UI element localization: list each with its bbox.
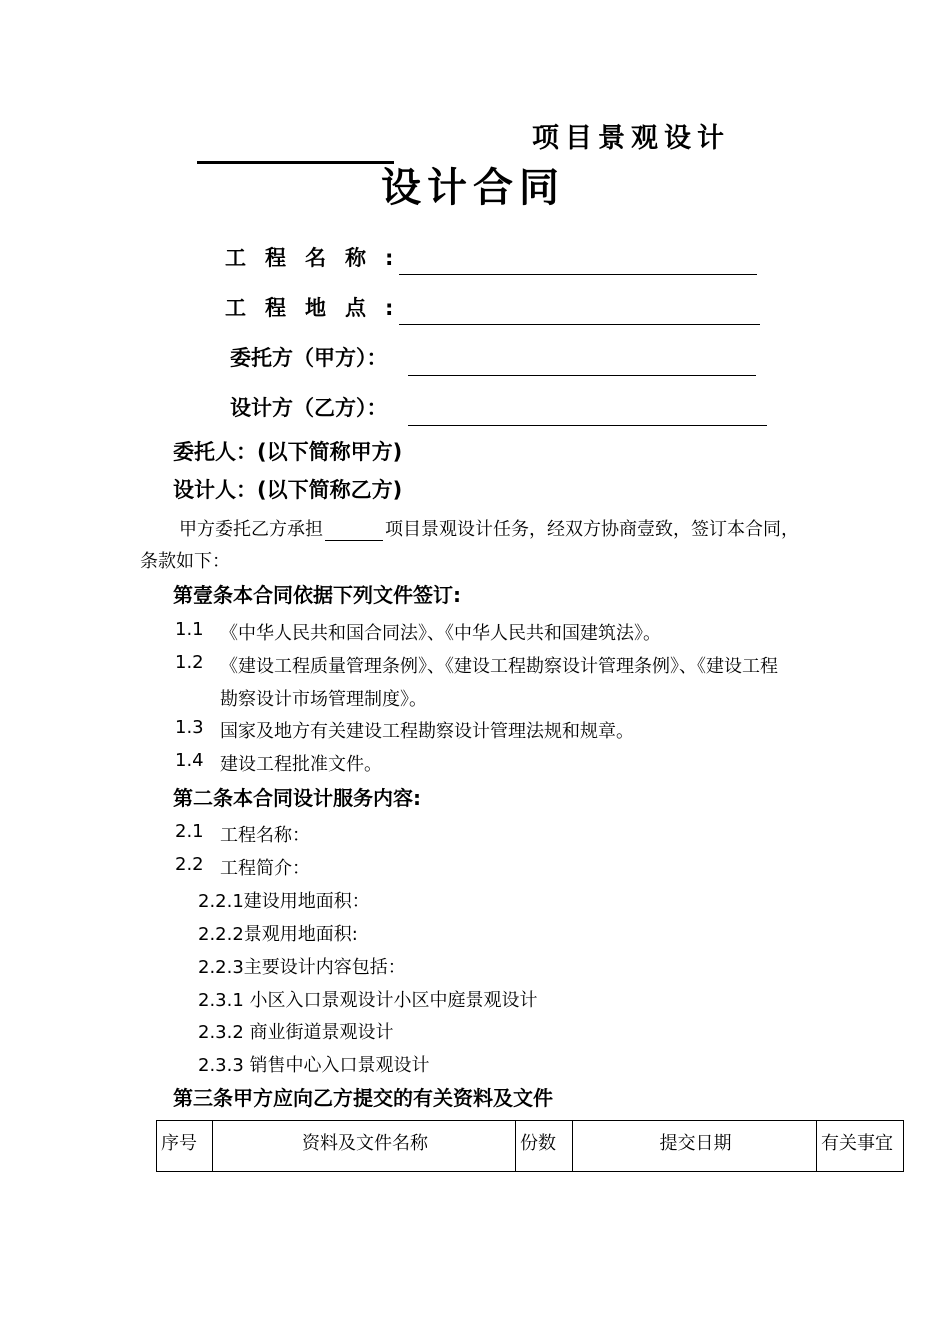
table-header-cell: 序号 xyxy=(157,1121,213,1172)
field-label-designer: 设计方（乙方）： xyxy=(230,396,388,420)
field-line-project-name[interactable] xyxy=(399,274,757,275)
article1-item-num: 1.1 xyxy=(175,619,204,640)
article3-heading: 第三条甲方应向乙方提交的有关资料及文件 xyxy=(173,1086,553,1110)
article1-item-num: 1.2 xyxy=(175,652,204,673)
table-header-cell: 有关事宜 xyxy=(817,1121,904,1172)
article2-subitem: 2.2.1建设用地面积： xyxy=(198,891,370,912)
article1-item-text-cont: 勘察设计市场管理制度》。 xyxy=(220,689,427,710)
article2-subitem: 2.2.2景观用地面积: xyxy=(198,924,358,945)
party-client: 委托人：(以下简称甲方) xyxy=(173,440,403,464)
article1-item-text: 国家及地方有关建设工程勘察设计管理法规和规章。 xyxy=(220,721,634,742)
article2-subitem: 2.3.1 小区入口景观设计小区中庭景观设计 xyxy=(198,990,538,1011)
table-header-row xyxy=(157,1121,904,1172)
article1-item-text: 《中华人民共和国合同法》、《中华人民共和国建筑法》。 xyxy=(220,623,661,644)
article2-item-text: 工程名称： xyxy=(220,825,310,846)
article2-subitem: 2.2.3主要设计内容包括： xyxy=(198,957,406,978)
document-title: 设计合同 xyxy=(381,165,565,211)
documents-table xyxy=(156,1120,904,1172)
intro-line-1 xyxy=(179,515,799,541)
field-line-project-location[interactable] xyxy=(399,324,760,325)
party-designer: 设计人：(以下简称乙方) xyxy=(173,478,403,502)
article1-item-text: 《建设工程质量管理条例》、《建设工程勘察设计管理条例》、《建设工程 xyxy=(220,656,778,677)
article1-item-text: 建设工程批准文件。 xyxy=(220,754,382,775)
table-header-cell: 份数 xyxy=(516,1121,573,1172)
field-label-client: 委托方（甲方）： xyxy=(230,346,388,370)
intro-project-blank[interactable] xyxy=(325,520,383,541)
intro-text-a: 甲方委托乙方承担 xyxy=(179,519,323,540)
article2-subitem: 2.3.2 商业街道景观设计 xyxy=(198,1022,394,1043)
article2-heading: 第二条本合同设计服务内容: xyxy=(173,786,421,810)
intro-text-b: 项目景观设计任务，经双方协商壹致，签订本合同， xyxy=(385,519,799,540)
table-header-cell: 提交日期 xyxy=(573,1121,817,1172)
field-line-client[interactable] xyxy=(408,375,756,376)
article2-item-text: 工程简介： xyxy=(220,858,310,879)
field-label-project-name: 工程名称: xyxy=(225,246,413,270)
article1-item-num: 1.4 xyxy=(175,750,204,771)
document-subtitle: 项目景观设计 xyxy=(532,123,730,154)
article1-heading: 第壹条本合同依据下列文件签订: xyxy=(173,583,461,607)
field-line-designer[interactable] xyxy=(408,425,767,426)
article2-item-num: 2.2 xyxy=(175,854,204,875)
article2-item-num: 2.1 xyxy=(175,821,204,842)
title-rule xyxy=(197,161,394,164)
table-header-cell: 资料及文件名称 xyxy=(213,1121,516,1172)
article1-item-num: 1.3 xyxy=(175,717,204,738)
intro-line-2: 条款如下： xyxy=(140,551,230,572)
article2-subitem: 2.3.3 销售中心入口景观设计 xyxy=(198,1055,430,1076)
field-label-project-location: 工程地点: xyxy=(225,296,413,320)
